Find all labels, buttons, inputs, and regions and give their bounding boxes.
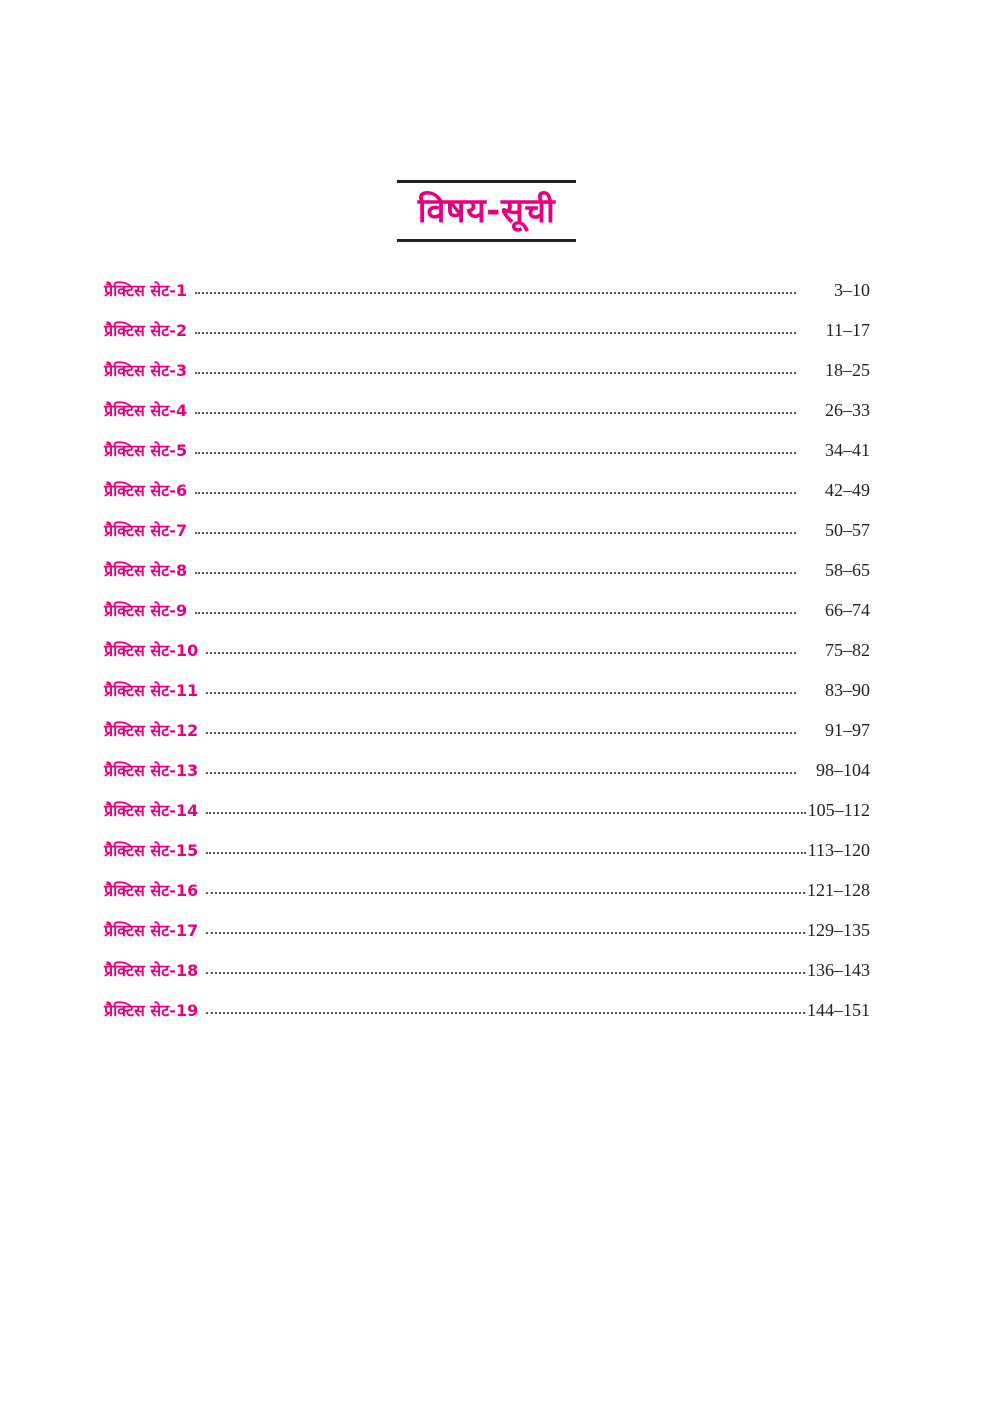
toc-entry-label: प्रैक्टिस सेट-14	[104, 801, 199, 820]
toc-entry-pages: 91–97	[825, 720, 870, 740]
dot-leader	[195, 612, 796, 614]
toc-entry-label: प्रैक्टिस सेट-6	[104, 481, 188, 500]
dot-leader	[206, 692, 796, 694]
toc-entry-pages: 144–151	[807, 1000, 870, 1020]
table-of-contents	[104, 272, 870, 1032]
toc-entry-pages: 58–65	[825, 560, 870, 580]
dot-leader	[206, 932, 805, 934]
toc-entry-label: प्रैक्टिस सेट-2	[104, 321, 188, 340]
page-title: विषय-सूची	[417, 191, 556, 231]
dot-leader	[206, 1012, 805, 1014]
toc-entry[interactable]	[104, 432, 870, 472]
toc-entry[interactable]	[104, 392, 870, 432]
toc-entry[interactable]	[104, 592, 870, 632]
toc-entry-label: प्रैक्टिस सेट-19	[104, 1001, 199, 1020]
dot-leader	[195, 452, 796, 454]
toc-entry-label: प्रैक्टिस सेट-16	[104, 881, 199, 900]
toc-entry-label: प्रैक्टिस सेट-15	[104, 841, 199, 860]
toc-entry-pages: 121–128	[807, 880, 870, 900]
toc-entry[interactable]	[104, 512, 870, 552]
toc-entry-pages: 66–74	[825, 600, 870, 620]
toc-entry[interactable]	[104, 912, 870, 952]
toc-entry-label: प्रैक्टिस सेट-5	[104, 441, 188, 460]
dot-leader	[206, 892, 805, 894]
toc-entry[interactable]	[104, 752, 870, 792]
toc-entry[interactable]	[104, 832, 870, 872]
toc-entry-label: प्रैक्टिस सेट-9	[104, 601, 188, 620]
toc-entry-label: प्रैक्टिस सेट-17	[104, 921, 199, 940]
toc-entry-pages: 34–41	[825, 440, 870, 460]
toc-entry[interactable]	[104, 792, 870, 832]
toc-entry-pages: 83–90	[825, 680, 870, 700]
toc-entry[interactable]	[104, 712, 870, 752]
toc-entry[interactable]	[104, 952, 870, 992]
toc-entry[interactable]	[104, 272, 870, 312]
toc-entry[interactable]	[104, 992, 870, 1032]
toc-entry-label: प्रैक्टिस सेट-7	[104, 521, 188, 540]
dot-leader	[206, 772, 796, 774]
dot-leader	[206, 852, 805, 854]
toc-entry-label: प्रैक्टिस सेट-1	[104, 281, 188, 300]
toc-entry-pages: 113–120	[807, 840, 870, 860]
toc-entry-label: प्रैक्टिस सेट-3	[104, 361, 188, 380]
toc-entry[interactable]	[104, 352, 870, 392]
toc-entry-pages: 26–33	[825, 400, 870, 420]
dot-leader	[195, 332, 796, 334]
dot-leader	[206, 732, 796, 734]
toc-entry-pages: 42–49	[825, 480, 870, 500]
dot-leader	[206, 972, 805, 974]
toc-entry-label: प्रैक्टिस सेट-13	[104, 761, 199, 780]
toc-entry-label: प्रैक्टिस सेट-12	[104, 721, 199, 740]
toc-entry-pages: 129–135	[807, 920, 870, 940]
dot-leader	[195, 372, 796, 374]
dot-leader	[206, 652, 796, 654]
toc-entry-pages: 11–17	[825, 320, 870, 340]
toc-entry-pages: 18–25	[825, 360, 870, 380]
toc-entry[interactable]	[104, 472, 870, 512]
dot-leader	[195, 412, 796, 414]
dot-leader	[206, 812, 805, 814]
toc-entry-pages: 75–82	[825, 640, 870, 660]
toc-entry[interactable]	[104, 872, 870, 912]
toc-entry-pages: 3–10	[834, 280, 870, 300]
toc-entry-pages: 136–143	[807, 960, 870, 980]
toc-entry-label: प्रैक्टिस सेट-10	[104, 641, 199, 660]
toc-entry-label: प्रैक्टिस सेट-8	[104, 561, 188, 580]
toc-entry[interactable]	[104, 632, 870, 672]
toc-entry-label: प्रैक्टिस सेट-4	[104, 401, 188, 420]
dot-leader	[195, 532, 796, 534]
toc-entry-label: प्रैक्टिस सेट-11	[104, 681, 199, 700]
title-block	[397, 180, 576, 242]
toc-entry-pages: 98–104	[816, 760, 870, 780]
toc-entry[interactable]	[104, 672, 870, 712]
toc-entry-pages: 105–112	[807, 800, 870, 820]
toc-entry-pages: 50–57	[825, 520, 870, 540]
dot-leader	[195, 492, 796, 494]
dot-leader	[195, 292, 796, 294]
toc-entry-label: प्रैक्टिस सेट-18	[104, 961, 199, 980]
toc-entry[interactable]	[104, 312, 870, 352]
toc-entry[interactable]	[104, 552, 870, 592]
dot-leader	[195, 572, 796, 574]
